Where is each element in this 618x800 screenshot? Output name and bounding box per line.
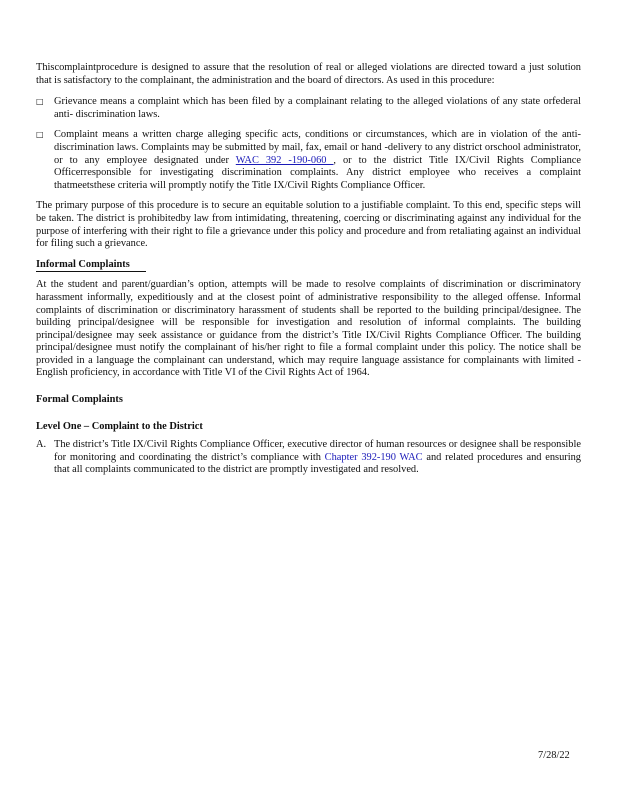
definition-complaint xyxy=(36,129,581,192)
definition-grievance-text: Grievance means a complaint which has been filed by a complainant relating to the alleged violations of any state orfederal anti- discrimination laws. xyxy=(54,96,581,120)
intro-paragraph: Thiscomplaintprocedure is designed to assure that the resolution of real or alleged violations are directed toward a just solution that is satisfactory to the complainant, the administration and the board of directors. As used in this procedure: xyxy=(36,62,581,86)
checkbox-bullet-icon: □ xyxy=(36,97,44,107)
complaint-text-end: , or to the district Title IX/Civil Rights Compliance Officerresponsible for investigating discrimination complaints. Any district employee who receives a complaint thatmeetsthese criteria will promptly notify the Title IX/Civil Rights Compliance Officer. xyxy=(54,154,582,191)
level-one-heading: Level One – Complaint to the District xyxy=(36,420,203,432)
wac-392-190-060-link[interactable]: WAC 392 -190-060 xyxy=(235,154,334,166)
definition-complaint-text xyxy=(54,129,581,192)
chapter-392-190-wac-link[interactable]: Chapter 392-190 WAC xyxy=(324,451,423,463)
definition-grievance xyxy=(36,96,581,121)
informal-complaints-paragraph: At the student and parent/guardian’s option, attempts will be made to resolve complaints of discrimination or discriminatory harassment informally, expeditiously and at the closest point of administrative responsibility to the alleged offense. Informal complaints of discrimination or discriminatory harassment of students shall be reported to the building principal/designee. The building principal/designee will be responsible for investigation and resolution of informal complaints. The building principal/designee may seek assistance or guidance from the district’s Title IX/Civil Rights Compliance Officer. The building principal/designee must notify the complainant of his/her right to file a formal complaint under this policy. The notice shall be provided in a language the complainant can understand, which may require language assistance for complainants with limited -English proficiency, in accordance with Title VI of the Civil Rights Act of 1964. xyxy=(36,279,581,379)
checkbox-bullet-icon: □ xyxy=(36,130,44,140)
item-a-text-start: The district’s Title IX/Civil Rights Compliance Officer, executive director of human resources or designee shall be responsible for monitoring and coordinating the district’s compliance with xyxy=(54,439,581,463)
list-item-a-text xyxy=(54,439,581,477)
item-a-text-end: and related procedures and ensuring that all complaints communicated to the district are promptly investigated and resolved. xyxy=(54,451,581,476)
list-item-a xyxy=(36,439,581,477)
footer-date: 7/28/22 xyxy=(538,750,570,761)
complaint-text-start: Complaint means a written charge alleging specific acts, conditions or circumstances, which are in violation of the anti-discrimination laws. Complaints may be submitted by mail, fax, email or hand -delivery to any district orschool administrator, or to any employee designated under xyxy=(54,129,581,166)
document-body xyxy=(36,62,581,477)
informal-complaints-heading: Informal Complaints xyxy=(36,259,146,273)
purpose-paragraph: The primary purpose of this procedure is to secure an equitable solution to a justifiable complaint. To this end, specific steps will be taken. The district is prohibitedby law from intimidating, threatening, coercing or discriminating against any individual for the purpose of interfering with their right to file a grievance under this policy and procedure and from retaliating against an individual for filing such a grievance. xyxy=(36,200,581,250)
list-item-a-marker: A. xyxy=(36,439,47,451)
formal-complaints-heading: Formal Complaints xyxy=(36,394,123,406)
